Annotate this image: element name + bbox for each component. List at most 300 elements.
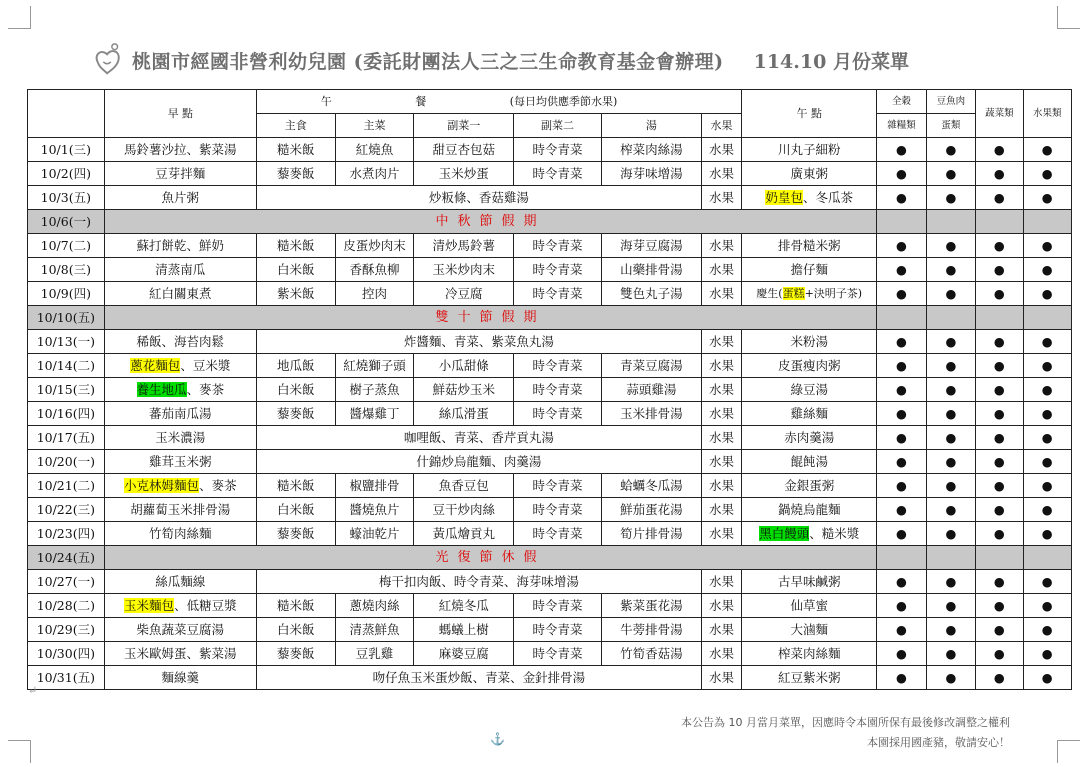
fruit-cell: 水果 <box>701 642 741 666</box>
fruit-group-dot: ● <box>1023 186 1071 210</box>
side-dish1-cell: 麻婆豆腐 <box>414 642 514 666</box>
protein-dot: ● <box>926 282 975 306</box>
vegetable-header: 蔬菜類 <box>976 90 1023 138</box>
fruit-header: 水果 <box>701 114 741 138</box>
vegetable-dot: ● <box>976 594 1023 618</box>
staple-cell: 糙米飯 <box>256 234 335 258</box>
protein-dot: ● <box>926 426 975 450</box>
side-dish1-cell: 冷豆腐 <box>414 282 514 306</box>
grain-dot: ● <box>877 642 926 666</box>
fruit-group-dot: ● <box>1023 354 1071 378</box>
main-dish-cell: 清蒸鮮魚 <box>335 618 414 642</box>
vegetable-dot: ● <box>976 642 1023 666</box>
side-dish1-cell: 黃瓜燴貢丸 <box>414 522 514 546</box>
table-row <box>28 186 1072 210</box>
date-cell: 10/20(一) <box>28 450 105 474</box>
fruit-cell: 水果 <box>701 378 741 402</box>
table-row <box>28 330 1072 354</box>
side-dish2-cell: 時令青菜 <box>514 594 602 618</box>
staple-header: 主食 <box>256 114 335 138</box>
protein-dot: ● <box>926 330 975 354</box>
breakfast-cell: 竹筍肉絲麵 <box>104 522 256 546</box>
breakfast-cell <box>104 474 256 498</box>
side-dish2-cell: 時令青菜 <box>514 474 602 498</box>
breakfast-cell: 柴魚蔬菜豆腐湯 <box>104 618 256 642</box>
side-dish2-cell: 時令青菜 <box>514 138 602 162</box>
fruit-group-dot: ● <box>1023 498 1071 522</box>
side-dish1-cell: 螞蟻上樹 <box>414 618 514 642</box>
soup-cell: 蒜頭雞湯 <box>601 378 701 402</box>
staple-cell: 地瓜飯 <box>256 354 335 378</box>
grain-header-b: 雜糧類 <box>877 114 926 138</box>
date-cell: 10/27(一) <box>28 570 105 594</box>
soup-cell: 青菜豆腐湯 <box>601 354 701 378</box>
side-dish1-cell: 甜豆杏包菇 <box>414 138 514 162</box>
crop-mark-bottom-left <box>8 740 31 763</box>
side-dish2-cell: 時令青菜 <box>514 642 602 666</box>
fruit-group-dot: ● <box>1023 642 1071 666</box>
vegetable-dot: ● <box>976 402 1023 426</box>
fruit-cell: 水果 <box>701 498 741 522</box>
date-cell: 10/24(五) <box>28 546 105 570</box>
date-cell: 10/22(三) <box>28 498 105 522</box>
soup-cell: 山藥排骨湯 <box>601 258 701 282</box>
date-cell: 10/16(四) <box>28 402 105 426</box>
snack-cell: 古早味鹹粥 <box>742 570 877 594</box>
vegetable-dot: ● <box>976 474 1023 498</box>
page-title: 桃園市經國非營利幼兒園 (委託財團法人三之三生命教育基金會辦理) <box>132 50 724 73</box>
date-cell: 10/13(一) <box>28 330 105 354</box>
fruit-cell: 水果 <box>701 354 741 378</box>
protein-dot: ● <box>926 474 975 498</box>
breakfast-cell: 清蒸南瓜 <box>104 258 256 282</box>
soup-cell: 筍片排骨湯 <box>601 522 701 546</box>
protein-dot: ● <box>926 186 975 210</box>
date-cell: 10/3(五) <box>28 186 105 210</box>
soup-cell: 玉米排骨湯 <box>601 402 701 426</box>
fruit-group-dot: ● <box>1023 594 1071 618</box>
vegetable-dot: ● <box>976 522 1023 546</box>
fruit-group-dot: ● <box>1023 426 1071 450</box>
fruit-group-dot: ● <box>1023 522 1071 546</box>
side-dish1-cell: 豆干炒肉絲 <box>414 498 514 522</box>
protein-dot: ● <box>926 378 975 402</box>
staple-cell: 藜麥飯 <box>256 402 335 426</box>
fruit-cell: 水果 <box>701 450 741 474</box>
grain-dot: ● <box>877 618 926 642</box>
fruit-cell: 水果 <box>701 474 741 498</box>
date-cell: 10/28(二) <box>28 594 105 618</box>
holiday-row <box>28 210 1072 234</box>
snack-cell: 川丸子細粉 <box>742 138 877 162</box>
side-dish2-header: 副菜二 <box>514 114 602 138</box>
table-row <box>28 402 1072 426</box>
snack-cell: 仙草蜜 <box>742 594 877 618</box>
date-cell: 10/15(三) <box>28 378 105 402</box>
nutrition-empty-cell <box>877 210 926 234</box>
fruit-cell: 水果 <box>701 186 741 210</box>
date-cell: 10/23(四) <box>28 522 105 546</box>
staple-cell: 糙米飯 <box>256 474 335 498</box>
protein-dot: ● <box>926 570 975 594</box>
breakfast-cell: 絲瓜麵線 <box>104 570 256 594</box>
fruit-cell: 水果 <box>701 258 741 282</box>
menu-month: 114.10 月份菜單 <box>753 50 909 73</box>
fruit-cell: 水果 <box>701 594 741 618</box>
fruit-group-dot: ● <box>1023 618 1071 642</box>
breakfast-rest: 、麥茶 <box>186 381 225 397</box>
fruit-cell: 水果 <box>701 618 741 642</box>
staple-cell: 藜麥飯 <box>256 522 335 546</box>
side-dish2-cell: 時令青菜 <box>514 378 602 402</box>
vegetable-dot: ● <box>976 426 1023 450</box>
soup-cell: 雙色丸子湯 <box>601 282 701 306</box>
breakfast-cell: 紅白關東煮 <box>104 282 256 306</box>
nutrition-empty-cell <box>877 306 926 330</box>
side-dish2-cell: 時令青菜 <box>514 282 602 306</box>
grain-dot: ● <box>877 474 926 498</box>
grain-dot: ● <box>877 162 926 186</box>
date-cell: 10/21(二) <box>28 474 105 498</box>
footer-note-1: 本公告為 10 月當月菜單，因應時令本園所保有最後修改調整之權利 <box>681 716 1010 729</box>
main-dish-cell: 蔥燒肉絲 <box>335 594 414 618</box>
nutrition-empty-cell <box>976 306 1023 330</box>
protein-dot: ● <box>926 498 975 522</box>
side-dish1-cell: 玉米炒蛋 <box>414 162 514 186</box>
fruit-group-dot: ● <box>1023 234 1071 258</box>
side-dish2-cell: 時令青菜 <box>514 402 602 426</box>
lunch-merged-cell: 吻仔魚玉米蛋炒飯、青菜、金針排骨湯 <box>256 666 701 690</box>
date-header <box>28 90 105 138</box>
protein-dot: ● <box>926 234 975 258</box>
snack-highlight: 奶皇包 <box>765 189 803 205</box>
vegetable-dot: ● <box>976 330 1023 354</box>
breakfast-cell <box>104 594 256 618</box>
lunch-merged-cell: 什錦炒烏龍麵、肉羹湯 <box>256 450 701 474</box>
breakfast-cell: 玉米歐姆蛋、紫菜湯 <box>104 642 256 666</box>
fruit-group-dot: ● <box>1023 474 1071 498</box>
staple-cell: 糙米飯 <box>256 594 335 618</box>
breakfast-cell: 豆芽拌麵 <box>104 162 256 186</box>
main-dish-cell: 椒鹽排骨 <box>335 474 414 498</box>
breakfast-cell: 雞茸玉米粥 <box>104 450 256 474</box>
paragraph-mark: ↵ <box>28 684 38 697</box>
snack-cell: 鍋燒烏龍麵 <box>742 498 877 522</box>
staple-cell: 藜麥飯 <box>256 162 335 186</box>
protein-dot: ● <box>926 618 975 642</box>
grain-dot: ● <box>877 402 926 426</box>
protein-dot: ● <box>926 450 975 474</box>
breakfast-rest: 、低糖豆漿 <box>174 597 237 613</box>
fruit-group-dot: ● <box>1023 282 1071 306</box>
lunch-title: 午 餐 <box>320 94 467 108</box>
grain-dot: ● <box>877 330 926 354</box>
grain-dot: ● <box>877 450 926 474</box>
vegetable-dot: ● <box>976 666 1023 690</box>
grain-dot: ● <box>877 234 926 258</box>
staple-cell: 紫米飯 <box>256 282 335 306</box>
vegetable-dot: ● <box>976 498 1023 522</box>
main-dish-header: 主菜 <box>335 114 414 138</box>
main-dish-cell: 香酥魚柳 <box>335 258 414 282</box>
snack-cell: 大滷麵 <box>742 618 877 642</box>
main-dish-cell: 控肉 <box>335 282 414 306</box>
fruit-group-dot: ● <box>1023 138 1071 162</box>
soup-header: 湯 <box>601 114 701 138</box>
holiday-row <box>28 546 1072 570</box>
side-dish2-cell: 時令青菜 <box>514 258 602 282</box>
snack-cell: 赤肉羹湯 <box>742 426 877 450</box>
snack-cell <box>742 186 877 210</box>
grain-dot: ● <box>877 354 926 378</box>
vegetable-dot: ● <box>976 450 1023 474</box>
table-row <box>28 258 1072 282</box>
snack-cell: 米粉湯 <box>742 330 877 354</box>
breakfast-cell: 麵線羹 <box>104 666 256 690</box>
fruit-cell: 水果 <box>701 426 741 450</box>
date-cell: 10/2(四) <box>28 162 105 186</box>
protein-header-a: 豆魚肉 <box>926 90 975 114</box>
snack-cell: 金銀蛋粥 <box>742 474 877 498</box>
fruit-cell: 水果 <box>701 234 741 258</box>
lunch-merged-cell: 梅干扣肉飯、時令青菜、海芽味增湯 <box>256 570 701 594</box>
table-row <box>28 642 1072 666</box>
vegetable-dot: ● <box>976 138 1023 162</box>
fruit-group-dot: ● <box>1023 378 1071 402</box>
date-cell: 10/6(一) <box>28 210 105 234</box>
protein-dot: ● <box>926 258 975 282</box>
snack-highlight: 蛋糕 <box>782 286 805 300</box>
date-cell: 10/29(三) <box>28 618 105 642</box>
table-row <box>28 498 1072 522</box>
table-row <box>28 474 1072 498</box>
snack-cell: 榨菜肉絲麵 <box>742 642 877 666</box>
grain-dot: ● <box>877 522 926 546</box>
soup-cell: 紫菜蛋花湯 <box>601 594 701 618</box>
side-dish1-cell: 紅燒冬瓜 <box>414 594 514 618</box>
date-cell: 10/17(五) <box>28 426 105 450</box>
staple-cell: 白米飯 <box>256 618 335 642</box>
breakfast-cell: 蕃茄南瓜湯 <box>104 402 256 426</box>
protein-dot: ● <box>926 162 975 186</box>
fruit-cell: 水果 <box>701 522 741 546</box>
fruit-cell: 水果 <box>701 282 741 306</box>
snack-rest: +決明子茶) <box>804 286 863 300</box>
vegetable-dot: ● <box>976 282 1023 306</box>
table-row <box>28 234 1072 258</box>
fruit-cell: 水果 <box>701 666 741 690</box>
grain-dot: ● <box>877 138 926 162</box>
vegetable-dot: ● <box>976 234 1023 258</box>
menu-table <box>27 89 1072 690</box>
breakfast-highlight: 玉米麵包 <box>124 597 175 613</box>
breakfast-cell: 馬鈴薯沙拉、紫菜湯 <box>104 138 256 162</box>
side-dish2-cell: 時令青菜 <box>514 618 602 642</box>
side-dish2-cell: 時令青菜 <box>514 234 602 258</box>
fruit-group-dot: ● <box>1023 450 1071 474</box>
table-row <box>28 594 1072 618</box>
lunch-merged-cell: 咖哩飯、青菜、香芹貢丸湯 <box>256 426 701 450</box>
vegetable-dot: ● <box>976 162 1023 186</box>
breakfast-highlight: 蔥花麵包 <box>130 357 181 373</box>
main-dish-cell: 醬爆雞丁 <box>335 402 414 426</box>
main-dish-cell: 皮蛋炒肉末 <box>335 234 414 258</box>
main-dish-cell: 蠔油乾片 <box>335 522 414 546</box>
fruit-group-dot: ● <box>1023 330 1071 354</box>
snack-cell: 紅豆紫米粥 <box>742 666 877 690</box>
footer-note-2: 本園採用國產豬，敬請安心！ <box>867 736 1010 749</box>
nutrition-empty-cell <box>976 546 1023 570</box>
side-dish2-cell: 時令青菜 <box>514 498 602 522</box>
breakfast-cell <box>104 378 256 402</box>
table-row <box>28 162 1072 186</box>
fruit-cell: 水果 <box>701 138 741 162</box>
side-dish1-header: 副菜一 <box>414 114 514 138</box>
table-row <box>28 378 1072 402</box>
nutrition-empty-cell <box>976 210 1023 234</box>
crop-mark-top-left <box>8 6 31 29</box>
lunch-merged-cell: 炸醬麵、青菜、紫菜魚丸湯 <box>256 330 701 354</box>
fruit-cell: 水果 <box>701 162 741 186</box>
lunch-note: (每日均供應季節水果) <box>509 94 618 108</box>
protein-dot: ● <box>926 594 975 618</box>
vegetable-dot: ● <box>976 258 1023 282</box>
breakfast-highlight: 養生地瓜 <box>136 381 187 397</box>
breakfast-cell: 魚片粥 <box>104 186 256 210</box>
fruit-group-header: 水果類 <box>1023 90 1071 138</box>
nutrition-empty-cell <box>926 210 975 234</box>
menu-body <box>28 138 1072 690</box>
grain-header-a: 全穀 <box>877 90 926 114</box>
snack-cell: 廣東粥 <box>742 162 877 186</box>
staple-cell: 白米飯 <box>256 258 335 282</box>
side-dish1-cell: 絲瓜滑蛋 <box>414 402 514 426</box>
table-row <box>28 618 1072 642</box>
fruit-group-dot: ● <box>1023 402 1071 426</box>
lunch-header <box>256 90 741 114</box>
snack-cell <box>742 282 877 306</box>
grain-dot: ● <box>877 666 926 690</box>
snack-cell: 擔仔麵 <box>742 258 877 282</box>
nutrition-empty-cell <box>1023 306 1071 330</box>
protein-header-b: 蛋類 <box>926 114 975 138</box>
breakfast-cell: 稀飯、海苔肉鬆 <box>104 330 256 354</box>
side-dish1-cell: 玉米炒肉末 <box>414 258 514 282</box>
vegetable-dot: ● <box>976 570 1023 594</box>
fruit-group-dot: ● <box>1023 162 1071 186</box>
breakfast-rest: 、豆米漿 <box>180 357 231 373</box>
date-cell: 10/1(三) <box>28 138 105 162</box>
breakfast-cell: 蘇打餅乾、鮮奶 <box>104 234 256 258</box>
holiday-row <box>28 306 1072 330</box>
table-row <box>28 570 1072 594</box>
date-cell: 10/7(二) <box>28 234 105 258</box>
breakfast-rest: 、麥茶 <box>199 477 237 493</box>
nutrition-empty-cell <box>926 306 975 330</box>
holiday-name: 雙十節假期 <box>104 306 877 330</box>
side-dish2-cell: 時令青菜 <box>514 162 602 186</box>
table-row <box>28 522 1072 546</box>
table-row <box>28 450 1072 474</box>
fruit-group-dot: ● <box>1023 258 1071 282</box>
breakfast-cell: 胡蘿蔔玉米排骨湯 <box>104 498 256 522</box>
soup-cell: 鮮茄蛋花湯 <box>601 498 701 522</box>
date-cell: 10/31(五) <box>28 666 105 690</box>
soup-cell: 牛蒡排骨湯 <box>601 618 701 642</box>
nutrition-empty-cell <box>877 546 926 570</box>
staple-cell: 糙米飯 <box>256 138 335 162</box>
fruit-group-dot: ● <box>1023 666 1071 690</box>
snack-cell <box>742 522 877 546</box>
protein-dot: ● <box>926 354 975 378</box>
soup-cell: 竹筍香菇湯 <box>601 642 701 666</box>
protein-dot: ● <box>926 522 975 546</box>
breakfast-header: 早 點 <box>104 90 256 138</box>
date-cell: 10/30(四) <box>28 642 105 666</box>
snack-cell: 餛飩湯 <box>742 450 877 474</box>
protein-dot: ● <box>926 666 975 690</box>
fruit-group-dot: ● <box>1023 570 1071 594</box>
breakfast-cell <box>104 354 256 378</box>
holiday-name: 光復節休假 <box>104 546 877 570</box>
fruit-cell: 水果 <box>701 570 741 594</box>
main-dish-cell: 紅燒獅子頭 <box>335 354 414 378</box>
date-cell: 10/10(五) <box>28 306 105 330</box>
grain-dot: ● <box>877 186 926 210</box>
main-dish-cell: 水煮肉片 <box>335 162 414 186</box>
table-row <box>28 354 1072 378</box>
snack-rest: 、糙米漿 <box>809 525 860 541</box>
grain-dot: ● <box>877 498 926 522</box>
protein-dot: ● <box>926 138 975 162</box>
snack-highlight: 黑白饅頭 <box>759 525 810 541</box>
soup-cell: 海芽豆腐湯 <box>601 234 701 258</box>
snack-cell: 皮蛋瘦肉粥 <box>742 354 877 378</box>
vegetable-dot: ● <box>976 378 1023 402</box>
main-dish-cell: 紅燒魚 <box>335 138 414 162</box>
breakfast-cell: 玉米濃湯 <box>104 426 256 450</box>
nutrition-empty-cell <box>1023 546 1071 570</box>
page-header <box>90 40 990 80</box>
fruit-cell: 水果 <box>701 402 741 426</box>
staple-cell: 白米飯 <box>256 378 335 402</box>
snack-cell: 排骨糙米粥 <box>742 234 877 258</box>
grain-dot: ● <box>877 426 926 450</box>
side-dish2-cell: 時令青菜 <box>514 522 602 546</box>
main-dish-cell: 醬燒魚片 <box>335 498 414 522</box>
main-dish-cell: 豆乳雞 <box>335 642 414 666</box>
vegetable-dot: ● <box>976 354 1023 378</box>
snack-cell: 綠豆湯 <box>742 378 877 402</box>
crop-mark-top-right <box>1057 6 1080 29</box>
fruit-cell: 水果 <box>701 330 741 354</box>
grain-dot: ● <box>877 378 926 402</box>
staple-cell: 藜麥飯 <box>256 642 335 666</box>
table-row <box>28 426 1072 450</box>
snack-rest: 、冬瓜茶 <box>802 189 853 205</box>
side-dish1-cell: 小瓜甜條 <box>414 354 514 378</box>
vegetable-dot: ● <box>976 186 1023 210</box>
soup-cell: 榨菜肉絲湯 <box>601 138 701 162</box>
main-dish-cell: 樹子蒸魚 <box>335 378 414 402</box>
snack-prefix: 慶生( <box>756 286 783 300</box>
table-row <box>28 138 1072 162</box>
nutrition-empty-cell <box>926 546 975 570</box>
protein-dot: ● <box>926 642 975 666</box>
grain-dot: ● <box>877 570 926 594</box>
crop-mark-bottom-right <box>1057 740 1080 763</box>
grain-dot: ● <box>877 258 926 282</box>
